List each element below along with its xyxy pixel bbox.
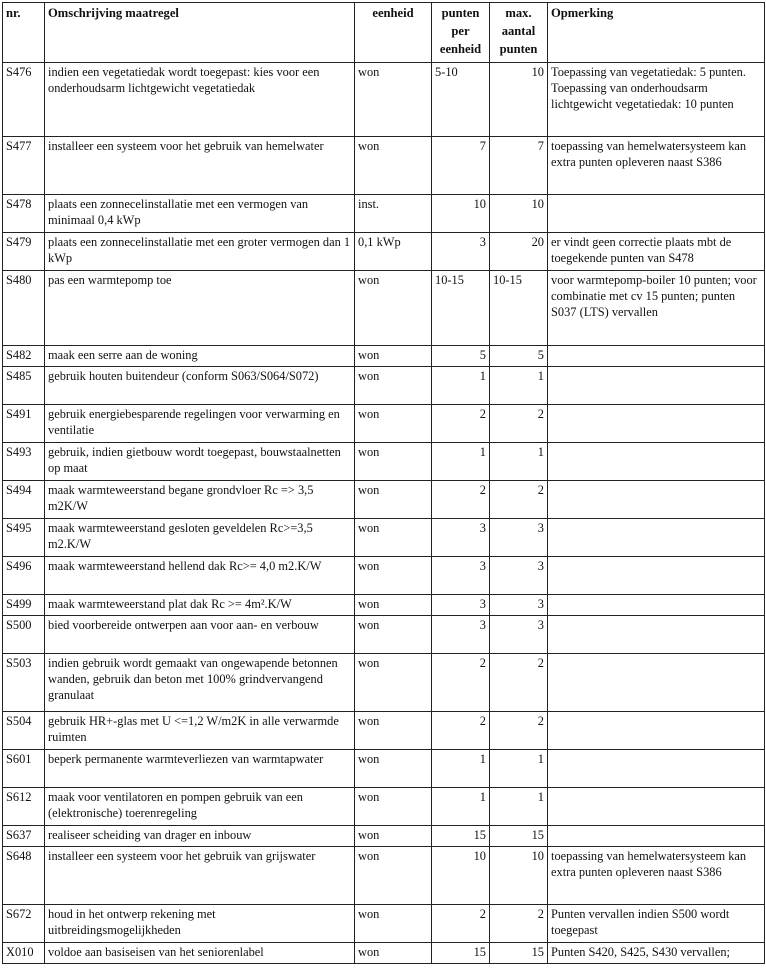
row-max: 2	[490, 905, 548, 943]
row-points: 1	[432, 367, 490, 405]
row-max: 2	[490, 654, 548, 712]
row-remark: toepassing van hemelwatersysteem kan extra punten opleveren naast S386	[548, 847, 765, 905]
row-unit: won	[355, 137, 432, 195]
table-row	[3, 481, 765, 519]
row-nr: S477	[3, 137, 45, 195]
table-row	[3, 826, 765, 847]
row-points: 3	[432, 519, 490, 557]
row-max: 10	[490, 63, 548, 137]
row-nr: S482	[3, 346, 45, 367]
row-points: 15	[432, 826, 490, 847]
row-unit: won	[355, 712, 432, 750]
row-desc: indien gebruik wordt gemaakt van ongewapende betonnen wanden, gebruik dan beton met 100% grindvervangend granulaat	[45, 654, 355, 712]
row-nr: S499	[3, 595, 45, 616]
row-desc: installeer een systeem voor het gebruik van hemelwater	[45, 137, 355, 195]
row-desc: maak warmteweerstand gesloten geveldelen Rc>=3,5 m2.K/W	[45, 519, 355, 557]
row-desc: maak warmteweerstand hellend dak Rc>= 4,0 m2.K/W	[45, 557, 355, 595]
row-max: 2	[490, 405, 548, 443]
row-desc: beperk permanente warmteverliezen van warmtapwater	[45, 750, 355, 788]
row-points: 15	[432, 943, 490, 964]
row-points: 3	[432, 233, 490, 271]
table-row	[3, 137, 765, 195]
row-unit: won	[355, 63, 432, 137]
row-desc: maak voor ventilatoren en pompen gebruik van een (elektronische) toerenregeling	[45, 788, 355, 826]
row-remark: er vindt geen correctie plaats mbt de toegekende punten van S478	[548, 233, 765, 271]
row-points: 1	[432, 788, 490, 826]
row-unit: won	[355, 405, 432, 443]
row-points: 5-10	[432, 63, 490, 137]
row-unit: won	[355, 750, 432, 788]
measures-table	[2, 2, 765, 964]
row-desc: gebruik energiebesparende regelingen voor verwarming en ventilatie	[45, 405, 355, 443]
table-row	[3, 233, 765, 271]
header-omschrijving: Omschrijving maatregel	[45, 3, 355, 63]
row-nr: S495	[3, 519, 45, 557]
row-unit: won	[355, 557, 432, 595]
row-desc: plaats een zonnecelinstallatie met een groter vermogen dan 1 kWp	[45, 233, 355, 271]
row-nr: S496	[3, 557, 45, 595]
row-points: 5	[432, 346, 490, 367]
row-points: 1	[432, 443, 490, 481]
row-nr: S601	[3, 750, 45, 788]
header-opmerking: Opmerking	[548, 3, 765, 63]
row-desc: maak warmteweerstand begane grondvloer Rc => 3,5 m2K/W	[45, 481, 355, 519]
row-nr: S503	[3, 654, 45, 712]
row-desc: indien een vegetatiedak wordt toegepast: kies voor een onderhoudsarm lichtgewicht vegetatiedak	[45, 63, 355, 137]
row-unit: won	[355, 481, 432, 519]
row-remark	[548, 557, 765, 595]
table-row	[3, 346, 765, 367]
row-remark	[548, 519, 765, 557]
table-row	[3, 905, 765, 943]
row-max: 2	[490, 481, 548, 519]
row-remark	[548, 595, 765, 616]
row-unit: 0,1 kWp	[355, 233, 432, 271]
row-unit: won	[355, 943, 432, 964]
row-desc: installeer een systeem voor het gebruik van grijswater	[45, 847, 355, 905]
row-max: 3	[490, 595, 548, 616]
row-remark: voor warmtepomp-boiler 10 punten; voor combinatie met cv 15 punten; punten S037 (LTS) vervallen	[548, 271, 765, 346]
header-nr: nr.	[3, 3, 45, 63]
row-nr: S485	[3, 367, 45, 405]
header-max: max. aantal punten	[490, 3, 548, 63]
row-unit: inst.	[355, 195, 432, 233]
row-max: 3	[490, 519, 548, 557]
row-nr: S612	[3, 788, 45, 826]
row-nr: S672	[3, 905, 45, 943]
row-unit: won	[355, 905, 432, 943]
row-remark: Toepassing van vegetatiedak: 5 punten. Toepassing van onderhoudsarm lichtgewicht vegetatiedak: 10 punten	[548, 63, 765, 137]
row-unit: won	[355, 519, 432, 557]
row-remark	[548, 750, 765, 788]
row-desc: realiseer scheiding van drager en inbouw	[45, 826, 355, 847]
table-row	[3, 367, 765, 405]
row-remark	[548, 826, 765, 847]
row-nr: S476	[3, 63, 45, 137]
row-remark	[548, 788, 765, 826]
row-max: 15	[490, 826, 548, 847]
row-unit: won	[355, 654, 432, 712]
row-max: 10	[490, 847, 548, 905]
row-max: 3	[490, 557, 548, 595]
row-max: 10	[490, 195, 548, 233]
row-points: 10	[432, 847, 490, 905]
row-nr: S504	[3, 712, 45, 750]
row-nr: S500	[3, 616, 45, 654]
table-row	[3, 595, 765, 616]
row-points: 3	[432, 557, 490, 595]
row-nr: S637	[3, 826, 45, 847]
row-remark	[548, 616, 765, 654]
row-max: 20	[490, 233, 548, 271]
table-row	[3, 943, 765, 964]
row-remark: Punten vervallen indien S500 wordt toegepast	[548, 905, 765, 943]
row-desc: gebruik HR+-glas met U <=1,2 W/m2K in alle verwarmde ruimten	[45, 712, 355, 750]
row-remark	[548, 195, 765, 233]
row-nr: S478	[3, 195, 45, 233]
row-remark	[548, 712, 765, 750]
row-max: 1	[490, 367, 548, 405]
row-points: 2	[432, 905, 490, 943]
row-nr: S479	[3, 233, 45, 271]
row-points: 2	[432, 654, 490, 712]
row-desc: maak warmteweerstand plat dak Rc >= 4m².K/W	[45, 595, 355, 616]
row-max: 7	[490, 137, 548, 195]
row-points: 10	[432, 195, 490, 233]
row-nr: S493	[3, 443, 45, 481]
table-row	[3, 405, 765, 443]
row-unit: won	[355, 443, 432, 481]
row-points: 1	[432, 750, 490, 788]
row-unit: won	[355, 616, 432, 654]
table-row	[3, 616, 765, 654]
row-points: 2	[432, 405, 490, 443]
row-nr: S648	[3, 847, 45, 905]
row-desc: bied voorbereide ontwerpen aan voor aan- en verbouw	[45, 616, 355, 654]
header-punten: punten per eenheid	[432, 3, 490, 63]
row-unit: won	[355, 595, 432, 616]
row-unit: won	[355, 271, 432, 346]
table-row	[3, 750, 765, 788]
row-points: 7	[432, 137, 490, 195]
row-unit: won	[355, 847, 432, 905]
row-desc: gebruik houten buitendeur (conform S063/S064/S072)	[45, 367, 355, 405]
row-nr: S494	[3, 481, 45, 519]
row-remark	[548, 346, 765, 367]
row-remark: Punten S420, S425, S430 vervallen;	[548, 943, 765, 964]
table-row	[3, 654, 765, 712]
row-remark	[548, 405, 765, 443]
row-max: 10-15	[490, 271, 548, 346]
table-row	[3, 443, 765, 481]
row-remark	[548, 367, 765, 405]
table-row	[3, 557, 765, 595]
header-eenheid: eenheid	[355, 3, 432, 63]
table-row	[3, 788, 765, 826]
row-unit: won	[355, 346, 432, 367]
row-desc: maak een serre aan de woning	[45, 346, 355, 367]
row-points: 2	[432, 481, 490, 519]
row-points: 10-15	[432, 271, 490, 346]
table-row	[3, 712, 765, 750]
row-unit: won	[355, 788, 432, 826]
row-remark	[548, 443, 765, 481]
row-points: 3	[432, 595, 490, 616]
table-row	[3, 519, 765, 557]
row-desc: voldoe aan basiseisen van het seniorenlabel	[45, 943, 355, 964]
row-remark: toepassing van hemelwatersysteem kan extra punten opleveren naast S386	[548, 137, 765, 195]
row-max: 15	[490, 943, 548, 964]
row-remark	[548, 654, 765, 712]
row-desc: gebruik, indien gietbouw wordt toegepast, bouwstaalnetten op maat	[45, 443, 355, 481]
row-remark	[548, 481, 765, 519]
row-points: 2	[432, 712, 490, 750]
row-max: 2	[490, 712, 548, 750]
header-row	[3, 3, 765, 63]
row-desc: plaats een zonnecelinstallatie met een vermogen van minimaal 0,4 kWp	[45, 195, 355, 233]
row-max: 1	[490, 443, 548, 481]
table-row	[3, 195, 765, 233]
row-desc: houd in het ontwerp rekening met uitbreidingsmogelijkheden	[45, 905, 355, 943]
row-max: 1	[490, 788, 548, 826]
row-points: 3	[432, 616, 490, 654]
row-max: 1	[490, 750, 548, 788]
table-row	[3, 271, 765, 346]
row-max: 3	[490, 616, 548, 654]
table-row	[3, 63, 765, 137]
row-unit: won	[355, 826, 432, 847]
row-desc: pas een warmtepomp toe	[45, 271, 355, 346]
row-nr: S480	[3, 271, 45, 346]
table-row	[3, 847, 765, 905]
row-nr: X010	[3, 943, 45, 964]
row-nr: S491	[3, 405, 45, 443]
row-max: 5	[490, 346, 548, 367]
row-unit: won	[355, 367, 432, 405]
